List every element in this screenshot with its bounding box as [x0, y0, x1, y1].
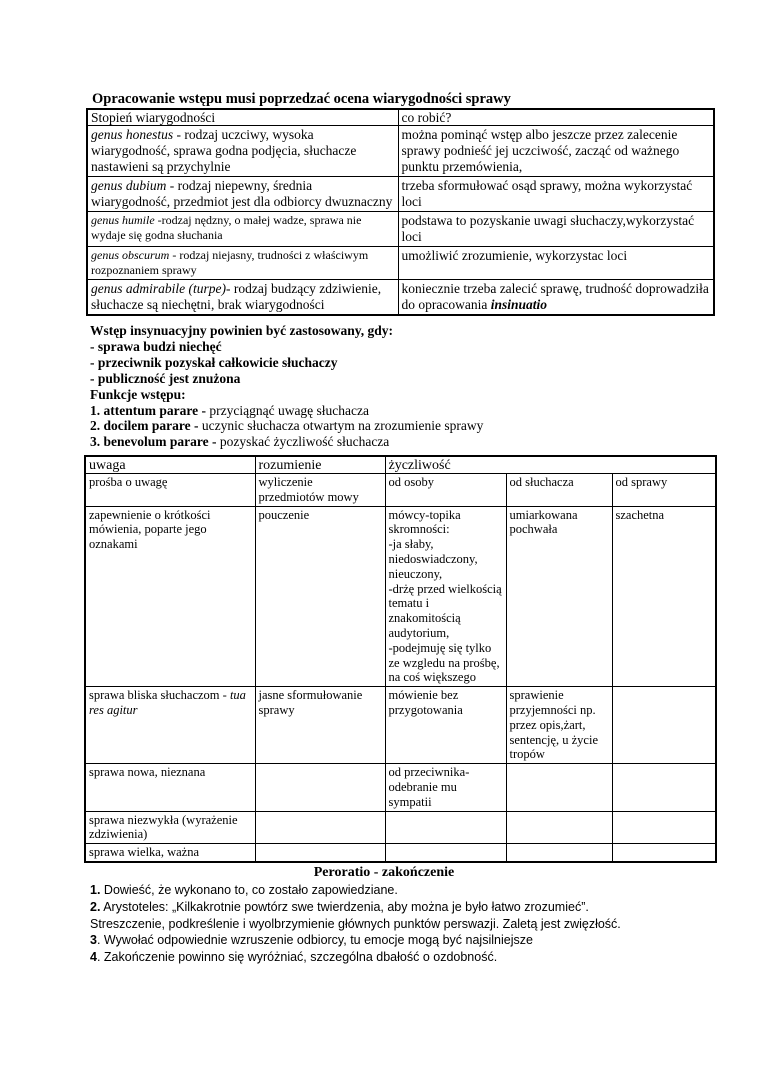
- table-cell: sprawienie przyjemności np. przez opis,żart, sentencję, u życie tropów: [506, 687, 612, 764]
- functions-heading: Funkcje wstępu:: [90, 386, 186, 402]
- list-item: 1. Dowieść, że wykonano to, co zostało zapowiedziane.: [90, 883, 398, 897]
- table-cell: [612, 764, 716, 811]
- table-row: [87, 280, 714, 316]
- intro-text-block: [90, 323, 483, 450]
- table-cell: podstawa to pozyskanie uwagi słuchaczy,wykorzystać loci: [398, 212, 714, 247]
- table-cell: można pominąć wstęp albo jeszcze przez zalecenie sprawy podnieść jej uczciwość, zacząć od ważnego punktu przemówienia,: [398, 126, 714, 177]
- cell-text: - rodzaj budzący zdziwienie, słuchacze są niechętni, brak wiarygodności: [91, 281, 382, 312]
- table-cell: od słuchacza: [506, 474, 612, 507]
- cell-text: -rodzaj nędzny, o małej wadze, sprawa nie wydaje się godna słuchania: [91, 213, 362, 242]
- insinuation-heading: Wstęp insynuacyjny powinien być zastosowany, gdy:: [90, 323, 394, 338]
- header-cell: uwaga: [85, 456, 255, 474]
- cell-text: - rodzaj uczciwy, wysoka wiarygodność, sprawa godna podjęcia, słuchacze nastawieni są przychylnie: [91, 127, 357, 174]
- table-cell: [385, 811, 506, 844]
- list-item: 3. benevolum parare - pozyskać życzliwość słuchacza: [90, 434, 390, 450]
- list-item: - sprawa budzi niechęć: [90, 338, 222, 354]
- list-item: - przeciwnik pozyskał całkowicie słuchaczy: [90, 354, 338, 370]
- cell-text: - rodzaj niejasny, trudności z właściwym rozpoznaniem sprawy: [91, 248, 369, 277]
- list-item: 2. Arystoteles: „Kilkakrotnie powtórz swe twierdzenia, aby można je było łatwo zrozumieć”.: [90, 899, 589, 914]
- page-heading: Opracowanie wstępu musi poprzedzać ocena wiarygodności sprawy: [92, 91, 511, 107]
- table-row: [87, 212, 714, 247]
- table-cell: [506, 764, 612, 811]
- table-cell: [398, 280, 714, 316]
- latin-term: genus obscurum: [91, 248, 170, 262]
- table-cell: od sprawy: [612, 474, 716, 507]
- table-cell: [255, 764, 385, 811]
- table-row: [87, 126, 714, 177]
- list-item: 3. Wywołać odpowiednie wzruszenie odbiorcy, tu emocje mogą być najsilniejsze: [90, 933, 533, 948]
- section-title: Peroratio - zakończenie: [313, 865, 455, 880]
- header-cell: życzliwość: [385, 456, 716, 474]
- cell-text: koniecznie trzeba zalecić sprawę, trudność doprowadziła do opracowania: [401, 281, 709, 312]
- latin-term: genus admirabile (turpe): [91, 281, 226, 296]
- table-cell: jasne sformułowanie sprawy: [255, 687, 385, 764]
- table-cell: [506, 844, 612, 862]
- table-row: [87, 247, 714, 280]
- peroratio-list: [90, 882, 621, 966]
- table-cell: [87, 212, 398, 247]
- table-row: [85, 764, 716, 811]
- list-item: 4. Zakończenie powinno się wyróżniać, szczególna dbałość o ozdobność.: [90, 950, 498, 965]
- latin-term: genus humile: [91, 213, 155, 227]
- table-cell: od przeciwnika-odebranie mu sympatii: [385, 764, 506, 811]
- table-row: [85, 811, 716, 844]
- functions-table: [84, 455, 717, 863]
- table-cell: prośba o uwagę: [85, 474, 255, 507]
- table-row: [85, 844, 716, 862]
- table-header-row: [85, 456, 716, 474]
- table-row: [85, 687, 716, 764]
- list-item: 2. docilem parare - uczynic słuchacza otwartym na zrozumienie sprawy: [90, 418, 484, 434]
- table-cell: [87, 177, 398, 212]
- table-cell: [385, 844, 506, 862]
- table-cell: umożliwić zrozumienie, wykorzystac loci: [398, 247, 714, 280]
- table-row: [87, 177, 714, 212]
- emphasis-term: insinuatio: [490, 297, 547, 312]
- table-cell: sprawa nowa, nieznana: [85, 764, 255, 811]
- table-cell: pouczenie: [255, 506, 385, 687]
- table-cell: [612, 844, 716, 862]
- table-cell: [506, 811, 612, 844]
- table-row: [85, 506, 716, 687]
- table-cell: od osoby: [385, 474, 506, 507]
- table-cell: sprawa wielka, ważna: [85, 844, 255, 862]
- latin-term: genus dubium: [91, 178, 167, 193]
- cell-text: - rodzaj niepewny, średnia wiarygodność, przedmiot jest dla odbiorcy dwuznaczny: [91, 178, 393, 209]
- header-cell: co robić?: [398, 109, 714, 126]
- table-cell: mówienie bez przygotowania: [385, 687, 506, 764]
- header-cell: rozumienie: [255, 456, 385, 474]
- list-item: 1. attentum parare - przyciągnąć uwagę słuchacza: [90, 402, 370, 418]
- credibility-table: [86, 108, 715, 316]
- table-cell: [612, 687, 716, 764]
- table-cell: [87, 280, 398, 316]
- table-cell: umiarkowana pochwała: [506, 506, 612, 687]
- table-cell: zapewnienie o krótkości mówienia, poparte jego oznakami: [85, 506, 255, 687]
- table-cell: sprawa bliska słuchaczom - tua res agitur: [85, 687, 255, 764]
- table-cell: wyliczenie przedmiotów mowy: [255, 474, 385, 507]
- table-cell: [87, 126, 398, 177]
- table-cell: sprawa niezwykła (wyrażenie zdziwienia): [85, 811, 255, 844]
- table-header-row: [87, 109, 714, 126]
- table-subheader-row: [85, 474, 716, 507]
- table-cell: [612, 811, 716, 844]
- list-item: Streszczenie, podkreślenie i wyolbrzymienie głównych punktów perswazji. Zaletą jest zwięzłość.: [90, 916, 621, 931]
- latin-term: genus honestus: [91, 127, 174, 142]
- table-cell: trzeba sformułować osąd sprawy, można wykorzystać loci: [398, 177, 714, 212]
- header-cell: Stopień wiarygodności: [87, 109, 398, 126]
- table-cell: [87, 247, 398, 280]
- table-cell: mówcy-topika skromności: -ja słaby, niedoswiadczony, nieuczony, -drżę przed wielkością tematu i znakomitością audytorium, -podejmuję się tylko ze wzgledu na prośbę, na coś większego: [385, 506, 506, 687]
- list-item: - publiczność jest znużona: [90, 370, 241, 386]
- table-cell: szachetna: [612, 506, 716, 687]
- table-cell: [255, 811, 385, 844]
- latin-term: tua res agitur: [89, 688, 246, 717]
- table-cell: [255, 844, 385, 862]
